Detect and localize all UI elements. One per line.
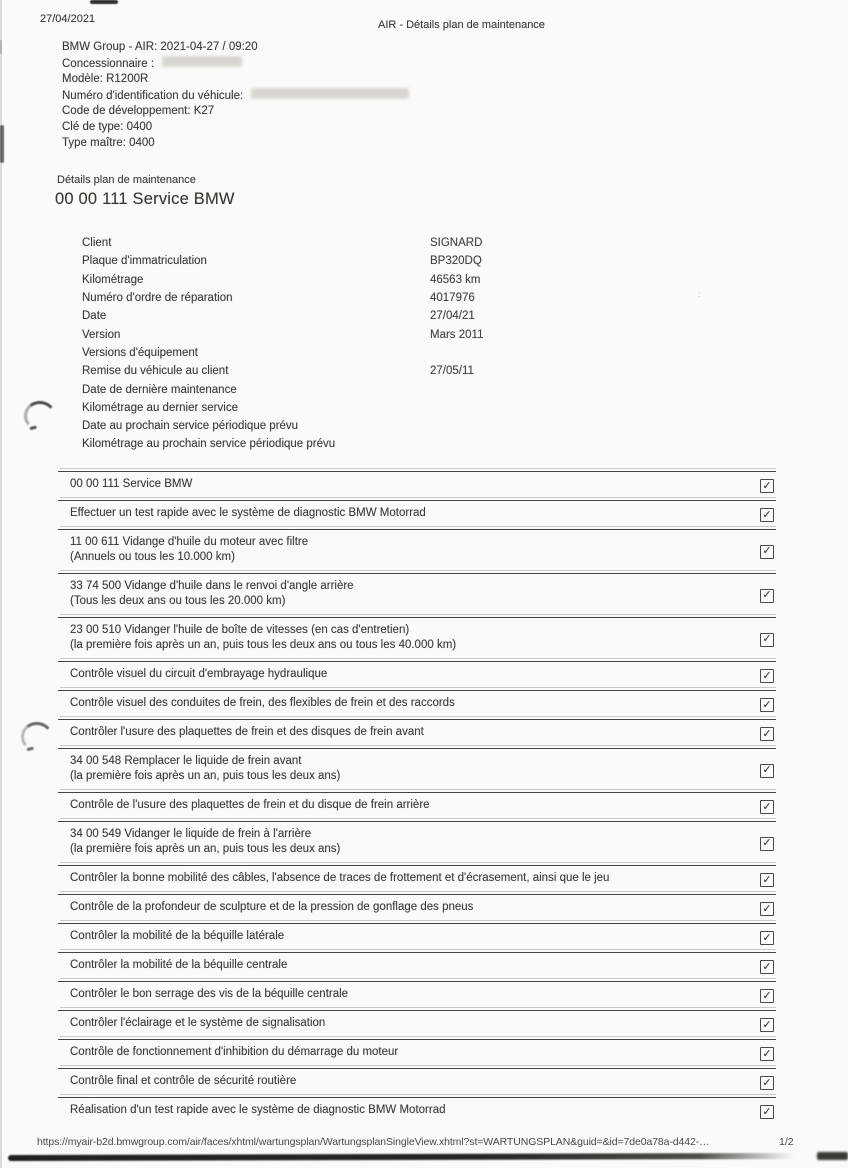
checkbox-checked-icon: ✓ <box>760 669 774 683</box>
task-label: 23 00 510 Vidanger l'huile de boîte de vitesses (en cas d'entretien) (la première fois après un an, puis tous les deux ans ou tous les 40.000 km) <box>58 618 760 661</box>
checkbox-checked-icon: ✓ <box>760 800 774 814</box>
checklist-row <box>58 500 776 529</box>
detail-row <box>82 325 483 343</box>
checklist-row <box>58 865 776 894</box>
task-label: Contrôle de l'usure des plaquettes de frein et du disque de frein arrière <box>70 799 430 811</box>
checkbox-checked-icon: ✓ <box>760 589 774 603</box>
info-line <box>62 104 409 120</box>
checklist-row <box>58 1010 776 1039</box>
info-line <box>62 136 409 152</box>
detail-row <box>82 289 483 307</box>
task-label: Contrôle visuel des conduites de frein, des flexibles de frein et des raccords <box>70 697 455 709</box>
detail-label: Client <box>82 237 112 250</box>
checkbox-checked-icon: ✓ <box>760 727 774 741</box>
checklist-row <box>58 748 776 792</box>
page-title: AIR - Détails plan de maintenance <box>378 19 545 31</box>
checklist-row <box>58 981 776 1010</box>
checkbox-checked-icon: ✓ <box>760 508 774 522</box>
detail-label: Version <box>82 328 121 341</box>
checklist <box>58 471 776 1126</box>
checkbox-checked-icon: ✓ <box>760 989 774 1003</box>
detail-row <box>82 234 483 252</box>
task-label: Contrôler la mobilité de la béquille latérale <box>70 930 285 942</box>
checkbox-checked-icon: ✓ <box>760 902 774 916</box>
scan-speck: : <box>698 290 701 299</box>
info-line <box>62 88 409 105</box>
checklist-row <box>58 1068 776 1097</box>
checklist-row <box>58 471 776 500</box>
info-line <box>62 56 409 73</box>
info-text: Type maître: 0400 <box>62 136 155 149</box>
task-label: 34 00 548 Remplacer le liquide de frein avant (la première fois après un an, puis tous les deux ans) <box>58 749 760 792</box>
task-label: Contrôle final et contrôle de sécurité routière <box>70 1075 297 1087</box>
checkbox-checked-icon: ✓ <box>760 1047 774 1061</box>
vehicle-info-block <box>62 40 409 151</box>
checklist-row <box>58 661 776 690</box>
checkbox-checked-icon: ✓ <box>760 1105 774 1119</box>
info-text: Concessionnaire : <box>62 57 155 70</box>
checkbox-checked-icon: ✓ <box>760 960 774 974</box>
info-line <box>62 40 409 56</box>
scan-edge-bottom <box>817 1152 848 1160</box>
detail-row <box>82 417 483 435</box>
info-text: BMW Group - AIR: 2021-04-27 / 09:20 <box>62 41 258 53</box>
detail-label: Kilométrage <box>82 273 144 286</box>
info-line <box>62 72 409 88</box>
checklist-row <box>58 792 776 821</box>
task-label: Contrôler le bon serrage des vis de la béquille centrale <box>70 988 349 1000</box>
hole-punch-artifact <box>20 720 55 753</box>
print-date: 27/04/2021 <box>40 13 96 25</box>
redacted-value <box>251 88 409 99</box>
info-text: Numéro d'identification du véhicule: <box>62 89 244 102</box>
info-text: Modèle: R1200R <box>62 73 149 86</box>
detail-value: 27/04/21 <box>430 310 475 323</box>
info-text: Code de développement: K27 <box>62 105 215 118</box>
detail-row <box>82 380 483 398</box>
task-label: Contrôler la bonne mobilité des câbles, l'absence de traces de frottement et d'écrasement, ainsi que le jeu <box>70 872 610 884</box>
checkbox-checked-icon: ✓ <box>760 1076 774 1090</box>
scan-mark <box>0 40 2 54</box>
detail-row <box>82 435 483 453</box>
detail-label: Plaque d'immatriculation <box>82 255 207 268</box>
checklist-row <box>58 821 776 865</box>
footer-url: https://myair-b2d.bmwgroup.com/air/faces/xhtml/wartungsplan/WartungsplanSingleView.xhtml?st=WARTUNGSPLAN&guid=&id=7de0a78a-d442-… <box>37 1136 710 1148</box>
detail-label: Versions d'équipement <box>82 346 198 359</box>
checklist-row <box>58 573 776 617</box>
task-label: Contrôler l'éclairage et le système de signalisation <box>70 1017 326 1029</box>
task-note: (la première fois après un an, puis tous les deux ans ou tous les 40.000 km) <box>70 639 457 651</box>
detail-label: Kilométrage au dernier service <box>82 401 238 414</box>
checklist-row <box>58 923 776 952</box>
checklist-row <box>58 1039 776 1068</box>
detail-value: 27/05/11 <box>430 365 474 378</box>
task-label: 34 00 549 Vidanger le liquide de frein à l'arrière (la première fois après un an, puis tous les deux ans) <box>58 822 760 865</box>
detail-label: Kilométrage au prochain service périodique prévu <box>82 438 336 451</box>
task-label: 33 74 500 Vidange d'huile dans le renvoi d'angle arrière (Tous les deux ans ou tous les 20.000 km) <box>58 574 760 617</box>
detail-row <box>82 362 483 380</box>
detail-row <box>82 252 483 270</box>
checkbox-checked-icon: ✓ <box>760 545 774 559</box>
detail-row <box>82 307 483 325</box>
scan-mark <box>0 125 4 163</box>
scan-edge-bottom <box>8 1153 794 1161</box>
checklist-row <box>58 529 776 573</box>
detail-label: Numéro d'ordre de réparation <box>82 292 233 305</box>
task-note: (Annuels ou tous les 10.000 km) <box>70 551 235 563</box>
detail-value: BP320DQ <box>430 255 482 268</box>
task-note: (la première fois après un an, puis tous les deux ans) <box>70 843 341 855</box>
checkbox-checked-icon: ✓ <box>760 479 774 493</box>
task-note: (la première fois après un an, puis tous les deux ans) <box>70 770 341 782</box>
checkbox-checked-icon: ✓ <box>760 1018 774 1032</box>
detail-row <box>82 271 483 289</box>
checklist-row <box>58 894 776 923</box>
checkbox-checked-icon: ✓ <box>760 931 774 945</box>
info-text: Clé de type: 0400 <box>62 120 153 133</box>
checklist-row <box>58 617 776 661</box>
task-label: Effectuer un test rapide avec le système de diagnostic BMW Motorrad <box>70 507 426 519</box>
detail-row <box>82 344 483 362</box>
task-label: Contrôle de la profondeur de sculpture et de la pression de gonflage des pneus <box>70 901 474 913</box>
task-label: 00 00 111 Service BMW <box>70 478 193 490</box>
detail-label: Remise du véhicule au client <box>82 365 229 378</box>
redacted-value <box>162 56 242 67</box>
task-label: Contrôle visuel du circuit d'embrayage hydraulique <box>70 668 328 680</box>
info-line <box>62 120 409 136</box>
checkbox-checked-icon: ✓ <box>760 764 774 778</box>
task-note: (Tous les deux ans ou tous les 20.000 km) <box>70 595 286 607</box>
detail-value: 4017976 <box>430 292 475 305</box>
scan-edge-left <box>0 0 2 1168</box>
checkbox-checked-icon: ✓ <box>760 837 774 851</box>
checklist-row <box>58 1097 776 1126</box>
task-label: Réalisation d'un test rapide avec le système de diagnostic BMW Motorrad <box>70 1104 446 1116</box>
checkbox-checked-icon: ✓ <box>760 633 774 647</box>
scan-mark <box>90 0 118 4</box>
detail-label: Date de dernière maintenance <box>82 383 237 396</box>
checklist-row <box>58 690 776 719</box>
task-label: Contrôle de fonctionnement d'inhibition du démarrage du moteur <box>70 1046 399 1058</box>
detail-value: 46563 km <box>430 273 481 286</box>
checklist-row <box>58 952 776 981</box>
checkbox-checked-icon: ✓ <box>760 698 774 712</box>
detail-value: SIGNARD <box>430 237 483 250</box>
detail-value: Mars 2011 <box>430 328 484 341</box>
checklist-row <box>58 719 776 748</box>
detail-label: Date <box>82 310 107 323</box>
task-label: 11 00 611 Vidange d'huile du moteur avec filtre (Annuels ou tous les 10.000 km) <box>58 530 760 573</box>
details-grid <box>82 234 483 454</box>
task-label: Contrôler la mobilité de la béquille centrale <box>70 959 288 971</box>
checkbox-checked-icon: ✓ <box>760 873 774 887</box>
page-indicator: 1/2 <box>779 1136 794 1148</box>
section-label: Détails plan de maintenance <box>57 174 196 186</box>
service-title: 00 00 111 Service BMW <box>55 190 235 208</box>
hole-punch-artifact <box>23 399 58 432</box>
detail-row <box>82 399 483 417</box>
detail-label: Date au prochain service périodique prévu <box>82 420 299 433</box>
task-label: Contrôler l'usure des plaquettes de frein et des disques de frein avant <box>70 726 424 738</box>
